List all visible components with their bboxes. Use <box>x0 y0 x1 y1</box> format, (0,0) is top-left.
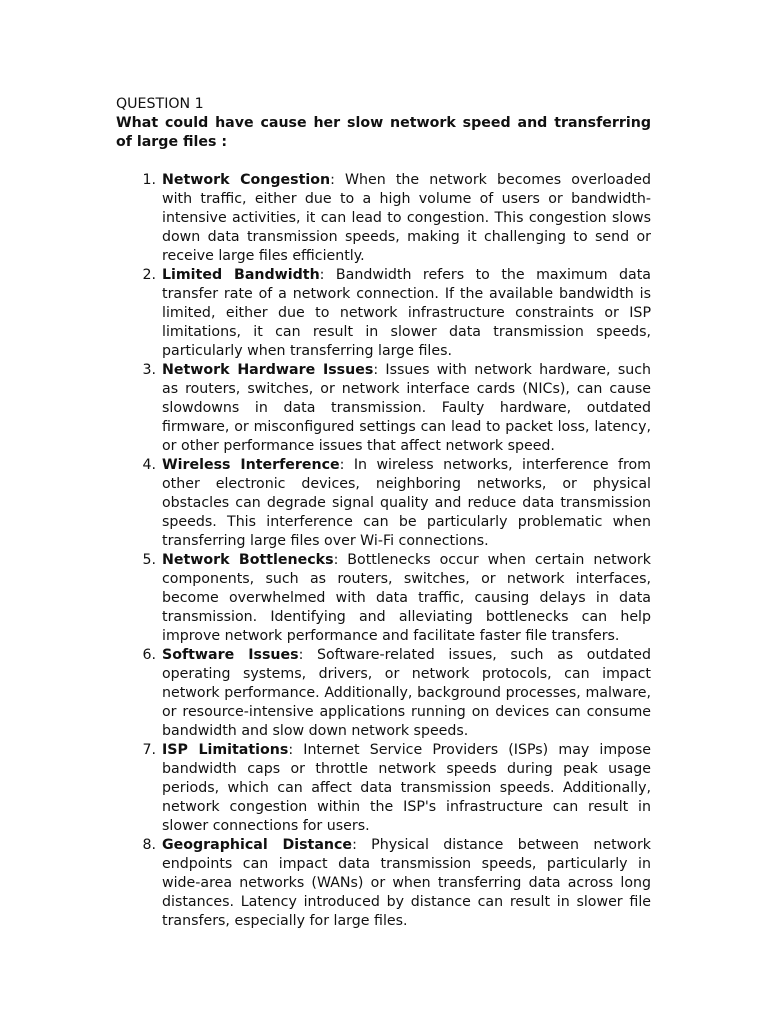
list-item-term: Wireless Interference <box>162 457 340 473</box>
list-item-term: ISP Limitations <box>162 742 289 758</box>
list-item-text: : Bottlenecks occur when certain network components, such as routers, switches, or network interfaces, become overwhelmed with data traffic, causing delays in data transmission. Identifying and alleviating bottlenecks can help improve network performance and facilitate faster file transfers. <box>162 552 651 644</box>
list-item <box>116 456 651 551</box>
list-item-number: 2. <box>142 267 156 283</box>
list-item-text: : Issues with network hardware, such as routers, switches, or network interface cards (NICs), can cause slowdowns in data transmission. Faulty hardware, outdated firmware, or misconfigured settings can lead to packet loss, latency, or other performance issues that affect network speed. <box>162 362 651 454</box>
list-item-text: : Bandwidth refers to the maximum data transfer rate of a network connection. If the available bandwidth is limited, either due to network infrastructure constraints or ISP limitations, it can result in slower data transmission speeds, particularly when transferring large files. <box>162 267 651 359</box>
list-item-text: : In wireless networks, interference from other electronic devices, neighboring networks, or physical obstacles can degrade signal quality and reduce data transmission speeds. This interference can be particularly problematic when transferring large files over Wi-Fi connections. <box>162 457 651 549</box>
document-heading: QUESTION 1 <box>116 96 204 112</box>
causes-list <box>116 171 651 931</box>
list-item-term: Limited Bandwidth <box>162 267 320 283</box>
list-item-number: 6. <box>142 647 156 663</box>
list-item-number: 7. <box>142 742 156 758</box>
list-item <box>116 361 651 456</box>
list-item-number: 8. <box>142 837 156 853</box>
list-item <box>116 551 651 646</box>
list-item-number: 5. <box>142 552 156 568</box>
list-item <box>116 836 651 931</box>
list-item-term: Network Bottlenecks <box>162 552 334 568</box>
list-item-term: Software Issues <box>162 647 299 663</box>
list-item-text: : Internet Service Providers (ISPs) may impose bandwidth caps or throttle network speeds during peak usage periods, which can affect data transmission speeds. Additionally, network congestion within the ISP's infrastructure can result in slower connections for users. <box>162 742 651 834</box>
list-item-number: 4. <box>142 457 156 473</box>
list-item <box>116 741 651 836</box>
list-item <box>116 646 651 741</box>
list-item-number: 1. <box>142 172 156 188</box>
question-text: What could have cause her slow network speed and transferring of large files : <box>116 115 651 150</box>
document-page <box>116 95 651 931</box>
list-item-term: Geographical Distance <box>162 837 353 853</box>
list-item <box>116 171 651 266</box>
list-item-term: Network Hardware Issues <box>162 362 374 378</box>
list-item-text: : Physical distance between network endpoints can impact data transmission speeds, particularly in wide-area networks (WANs) or when transferring data across long distances. Latency introduced by distance can result in slower file transfers, especially for large files. <box>162 837 652 929</box>
list-item <box>116 266 651 361</box>
list-item-term: Network Congestion <box>162 172 331 188</box>
list-item-text: : Software-related issues, such as outdated operating systems, drivers, or network protocols, can impact network performance. Additionally, background processes, malware, or resource-intensive applications running on devices can consume bandwidth and slow down network speeds. <box>162 647 651 739</box>
list-item-number: 3. <box>142 362 156 378</box>
list-item-text: : When the network becomes overloaded with traffic, either due to a high volume of users or bandwidth-intensive activities, it can lead to congestion. This congestion slows down data transmission speeds, making it challenging to send or receive large files efficiently. <box>162 172 651 264</box>
